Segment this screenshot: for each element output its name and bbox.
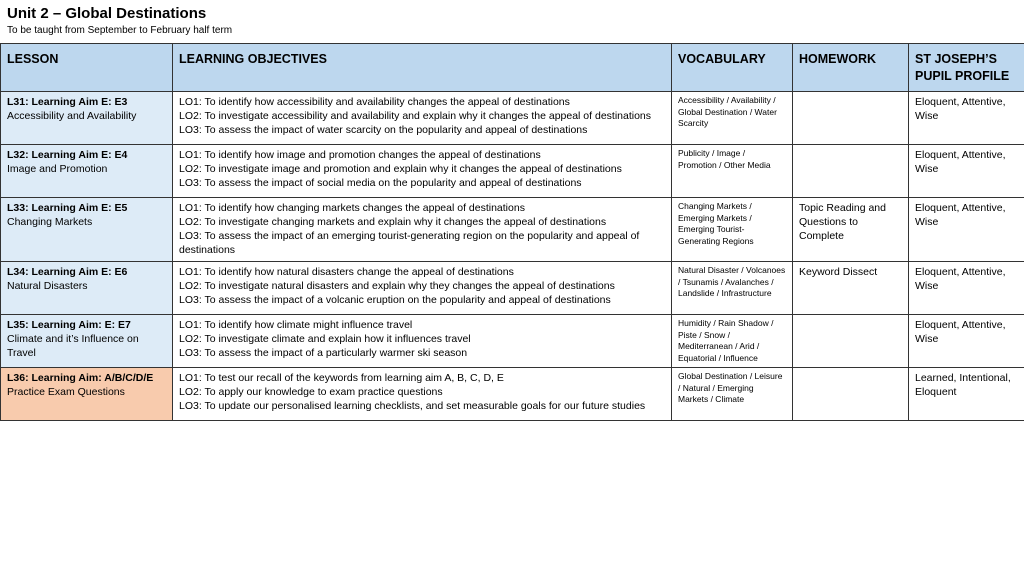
objective-lo1: LO1: To identify how accessibility and availability changes the appeal of destinations: [179, 96, 570, 108]
page-title: Unit 2 – Global Destinations: [7, 5, 207, 22]
pupil-profile-cell: Learned, Intentional, Eloquent: [909, 368, 1024, 421]
vocabulary-cell: Changing Markets / Emerging Markets / Emerging Tourist-Generating Regions: [672, 198, 793, 262]
scheme-of-work-table: [0, 43, 1024, 421]
lesson-cell: [1, 315, 173, 368]
lesson-topic: Climate and it’s Influence on Travel: [7, 333, 139, 359]
page-subtitle: To be taught from September to February half term: [7, 25, 233, 36]
homework-cell: Keyword Dissect: [793, 262, 909, 315]
column-header-learning-objectives: LEARNING OBJECTIVES: [173, 44, 672, 92]
column-header-homework: HOMEWORK: [793, 44, 909, 92]
objective-lo3: LO3: To update our personalised learning checklists, and set measurable goals for our future studies: [179, 400, 646, 412]
column-header-pupil-profile: ST JOSEPH’S PUPIL PROFILE: [909, 44, 1024, 92]
pupil-profile-cell: Eloquent, Attentive, Wise: [909, 145, 1024, 198]
objective-lo3: LO3: To assess the impact of a volcanic eruption on the popularity and appeal of destinations: [179, 294, 611, 306]
table-row: [1, 262, 1024, 315]
lesson-cell: [1, 262, 173, 315]
pupil-profile-cell: Eloquent, Attentive, Wise: [909, 92, 1024, 145]
lesson-topic: Accessibility and Availability: [7, 110, 137, 122]
homework-cell: [793, 368, 909, 421]
objective-lo2: LO2: To investigate image and promotion and explain why it changes the appeal of destinations: [179, 163, 622, 175]
pupil-profile-cell: Eloquent, Attentive, Wise: [909, 262, 1024, 315]
vocabulary-cell: Accessibility / Availability / Global Destination / Water Scarcity: [672, 92, 793, 145]
table-row: [1, 145, 1024, 198]
column-header-lesson: LESSON: [1, 44, 173, 92]
objective-lo3: LO3: To assess the impact of social media on the popularity and appeal of destinations: [179, 177, 582, 189]
objective-lo1: LO1: To identify how climate might influence travel: [179, 319, 413, 331]
lesson-cell: [1, 145, 173, 198]
lesson-title: L32: Learning Aim E: E4: [7, 149, 128, 161]
homework-cell: [793, 145, 909, 198]
objective-lo3: LO3: To assess the impact of an emerging tourist-generating region on the popularity and appeal of destinations: [179, 230, 640, 256]
objective-lo1: LO1: To identify how image and promotion changes the appeal of destinations: [179, 149, 541, 161]
table-row: [1, 198, 1024, 262]
vocabulary-cell: Natural Disaster / Volcanoes / Tsunamis / Avalanches / Landslide / Infrastructure: [672, 262, 793, 315]
homework-cell: [793, 315, 909, 368]
objective-lo2: LO2: To investigate changing markets and explain why it changes the appeal of destinations: [179, 216, 607, 228]
vocabulary-cell: Humidity / Rain Shadow / Piste / Snow / Mediterranean / Arid / Equatorial / Influence: [672, 315, 793, 368]
objective-lo2: LO2: To investigate natural disasters and explain why they changes the appeal of destinations: [179, 280, 615, 292]
lesson-title: L33: Learning Aim E: E5: [7, 202, 128, 214]
objective-lo2: LO2: To apply our knowledge to exam practice questions: [179, 386, 443, 398]
objectives-cell: [173, 262, 672, 315]
objective-lo3: LO3: To assess the impact of water scarcity on the popularity and appeal of destinations: [179, 124, 588, 136]
lesson-topic: Natural Disasters: [7, 280, 88, 292]
homework-cell: [793, 92, 909, 145]
pupil-profile-cell: Eloquent, Attentive, Wise: [909, 315, 1024, 368]
objectives-cell: [173, 92, 672, 145]
lesson-topic: Changing Markets: [7, 216, 93, 228]
lesson-cell: [1, 92, 173, 145]
column-header-vocabulary: VOCABULARY: [672, 44, 793, 92]
lesson-topic: Practice Exam Questions: [7, 386, 125, 398]
objective-lo2: LO2: To investigate accessibility and availability and explain why it changes the appeal of destinations: [179, 110, 652, 122]
lesson-title: L36: Learning Aim: A/B/C/D/E: [7, 372, 154, 384]
table-row: [1, 315, 1024, 368]
objective-lo1: LO1: To identify how natural disasters change the appeal of destinations: [179, 266, 514, 278]
objective-lo1: LO1: To test our recall of the keywords from learning aim A, B, C, D, E: [179, 372, 504, 384]
pupil-profile-cell: Eloquent, Attentive, Wise: [909, 198, 1024, 262]
objectives-cell: [173, 315, 672, 368]
lesson-cell: [1, 368, 173, 421]
objectives-cell: [173, 368, 672, 421]
objective-lo2: LO2: To investigate climate and explain how it influences travel: [179, 333, 471, 345]
homework-cell: Topic Reading and Questions to Complete: [793, 198, 909, 262]
vocabulary-cell: Publicity / Image / Promotion / Other Media: [672, 145, 793, 198]
objectives-cell: [173, 198, 672, 262]
objective-lo3: LO3: To assess the impact of a particularly warmer ski season: [179, 347, 468, 359]
lesson-title: L35: Learning Aim: E: E7: [7, 319, 131, 331]
vocabulary-cell: Global Destination / Leisure / Natural / Emerging Markets / Climate: [672, 368, 793, 421]
table-row: [1, 92, 1024, 145]
lesson-topic: Image and Promotion: [7, 163, 108, 175]
lesson-title: L31: Learning Aim E: E3: [7, 96, 128, 108]
lesson-title: L34: Learning Aim E: E6: [7, 266, 128, 278]
lesson-cell: [1, 198, 173, 262]
objectives-cell: [173, 145, 672, 198]
objective-lo1: LO1: To identify how changing markets changes the appeal of destinations: [179, 202, 525, 214]
table-row: [1, 368, 1024, 421]
